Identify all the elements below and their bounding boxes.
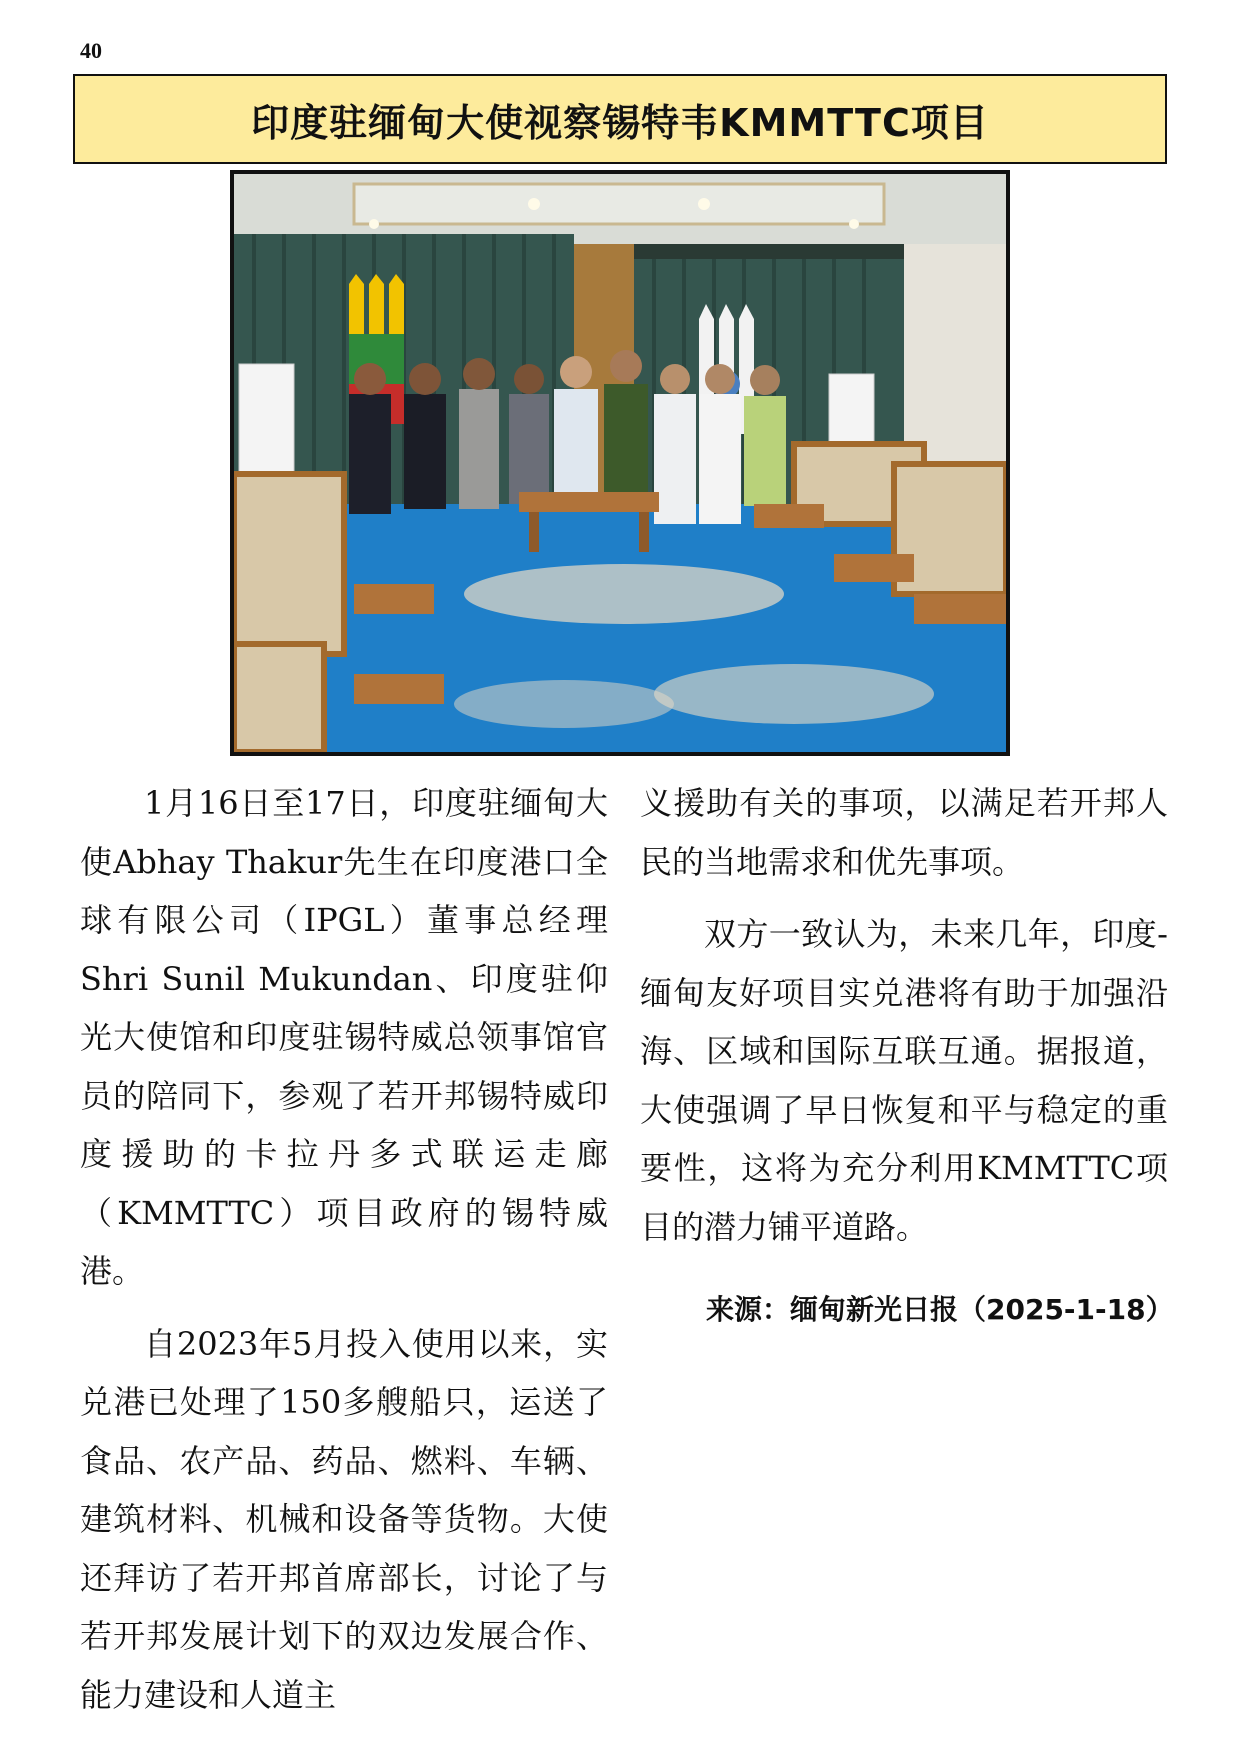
paragraph-2-continued: 义援助有关的事项，以满足若开邦人民的当地需求和优先事项。 (640, 784, 1168, 881)
paragraph-2: 自2023年5月投入使用以来，实兑港已处理了150多艘船只，运送了食品、农产品、药品、燃料、车辆、建筑材料、机械和设备等货物。大使还拜访了若开邦首席部长，讨论了与若开邦发展计划下的双边发展合作、能力建设和人道主 (80, 1324, 608, 1714)
article-column-right (640, 774, 1168, 1270)
article-column-left (80, 774, 608, 1738)
photo-illustration (234, 174, 1006, 752)
source-credit: 来源：缅甸新光日报（2025-1-18） (706, 1293, 1174, 1326)
article-photo (230, 170, 1010, 756)
paragraph-1: 1月16日至17日，印度驻缅甸大使Abhay Thakur先生在印度港口全球有限公司（IPGL）董事总经理Shri Sunil Mukundan、印度驻仰光大使馆和印度驻锡特威总领事馆官员的陪同下，参观了若开邦锡特威印度援助的卡拉丹多式联运走廊（KMMTTC）项目政府的锡特威港。 (80, 784, 608, 1290)
article-title: 印度驻缅甸大使视察锡特韦KMMTTC项目 (251, 100, 989, 145)
page-number: 40 (80, 38, 102, 63)
paragraph-3: 双方一致认为，未来几年，印度-缅甸友好项目实兑港将有助于加强沿海、区域和国际互联互通。据报道，大使强调了早日恢复和平与稳定的重要性，这将为充分利用KMMTTC项目的潜力铺平道路。 (640, 915, 1168, 1246)
title-banner (73, 74, 1167, 164)
